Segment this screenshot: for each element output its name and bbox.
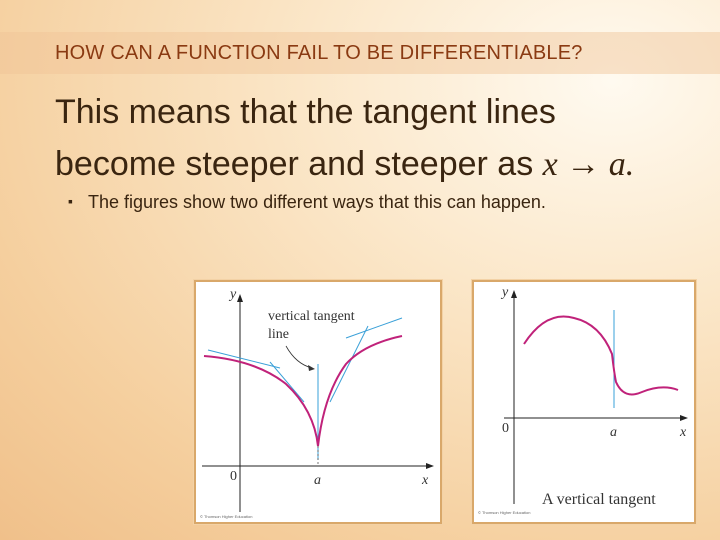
figure-caption: A vertical tangent (542, 491, 656, 508)
a-label: a (610, 425, 617, 440)
y-axis-label: y (230, 287, 237, 302)
annotation-text-line2: line (268, 327, 289, 342)
body-text (55, 86, 634, 191)
x-axis-label: x (680, 425, 687, 440)
x-axis-arrow-icon (680, 415, 688, 421)
a-label: a (314, 473, 321, 488)
cusp-curve (204, 336, 402, 446)
origin-label: 0 (230, 469, 237, 484)
y-axis-arrow-icon (511, 290, 517, 298)
vertical-tangent-curve (524, 316, 678, 394)
x-axis-label: x (422, 473, 429, 488)
x-axis-arrow-icon (426, 463, 434, 469)
y-axis-label: y (502, 285, 509, 300)
figure-vertical-tangent (472, 280, 696, 524)
body-line-1: This means that the tangent lines (55, 93, 556, 131)
slide-title: HOW CAN A FUNCTION FAIL TO BE DIFFERENTIABLE? (55, 42, 583, 64)
tangent-line (208, 350, 280, 368)
copyright-text: © Thomson Higher Education (200, 514, 253, 519)
figure-vertical-tangent-svg (474, 282, 694, 522)
annotation-arrow (286, 346, 312, 368)
tangent-line (270, 362, 304, 402)
body-line-2 (55, 138, 634, 191)
body-line-2-text: become steeper and steeper as (55, 145, 534, 183)
bullet-item (68, 192, 546, 213)
bullet-text: The figures show two different ways that this can happen. (88, 192, 546, 212)
y-axis-arrow-icon (237, 294, 243, 302)
figure-cusp-svg (196, 282, 440, 522)
annotation-text-line1: vertical tangent (268, 309, 355, 324)
annotation-arrowhead-icon (308, 365, 315, 371)
square-bullet-icon: ▪ (68, 193, 73, 209)
copyright-text: © Thomson Higher Education (478, 510, 531, 515)
figure-cusp (194, 280, 442, 524)
origin-label: 0 (502, 421, 509, 436)
math-expression: x → a. (542, 146, 635, 183)
